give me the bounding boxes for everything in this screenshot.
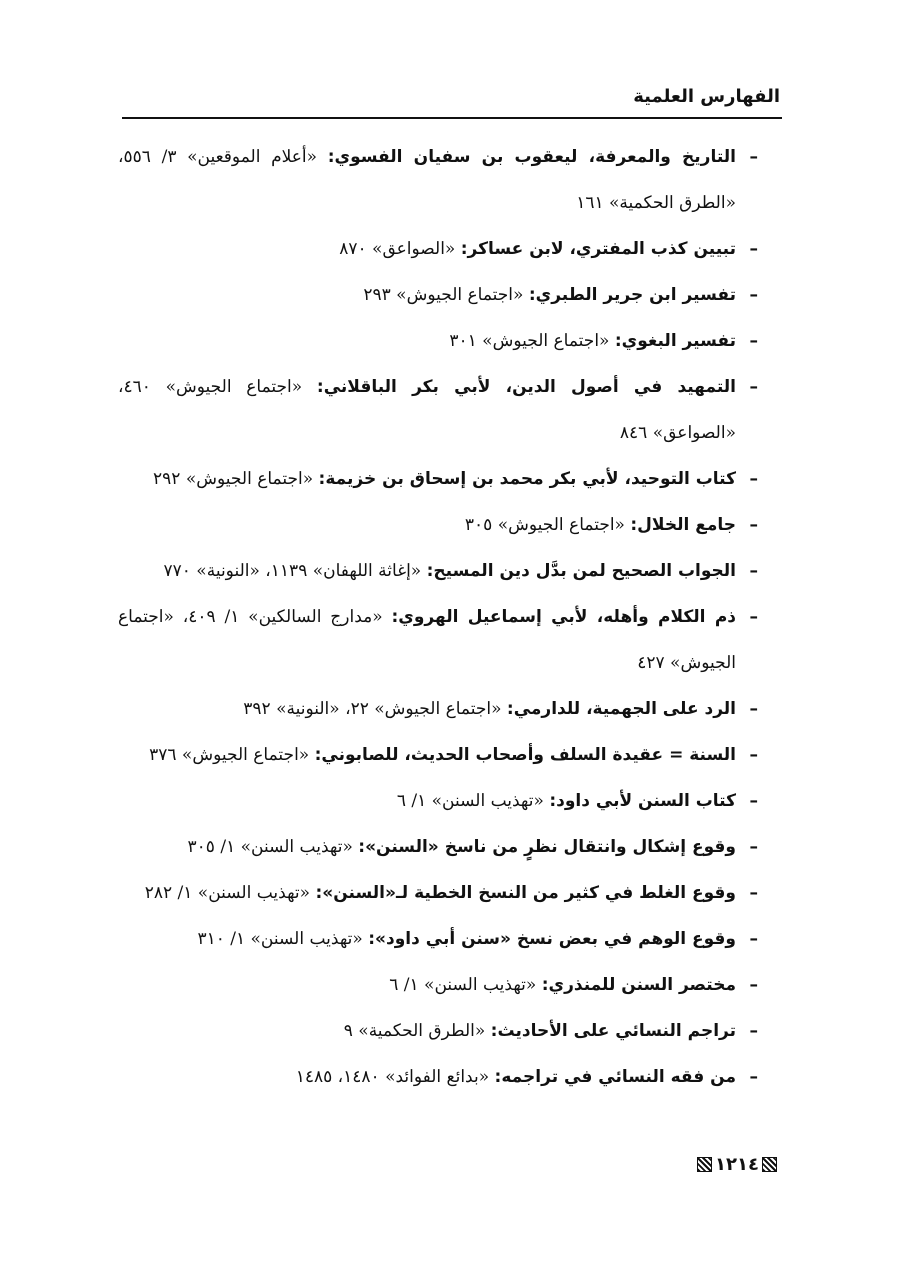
entry-reference: «اجتماع الجيوش» ٢٩٣ (363, 285, 524, 305)
index-entry (118, 134, 758, 226)
index-entry (118, 732, 758, 778)
index-entry (118, 962, 758, 1008)
dash-bullet: – (749, 699, 758, 719)
dash-bullet: – (749, 147, 758, 167)
ornament-square-right (762, 1157, 777, 1172)
entry-reference: «تهذيب السنن» ١/ ٣٠٥ (187, 837, 353, 857)
index-entry (118, 502, 758, 548)
dash-bullet: – (749, 975, 758, 995)
dash-bullet: – (749, 1067, 758, 1087)
entry-title: جامع الخلال: (630, 515, 736, 535)
index-entry (118, 456, 758, 502)
entry-title: تفسير ابن جرير الطبري: (528, 285, 736, 305)
entry-title: كتاب السنن لأبي داود: (549, 791, 736, 811)
index-entry (118, 686, 758, 732)
entry-reference: «اجتماع الجيوش» ٢٢، «النونية» ٣٩٢ (243, 699, 502, 719)
running-header: الفهارس العلمية (633, 86, 780, 107)
entry-reference: «تهذيب السنن» ١/ ٢٨٢ (144, 883, 311, 903)
dash-bullet: – (749, 837, 758, 857)
entry-title: السنة = عقيدة السلف وأصحاب الحديث، للصابوني: (314, 745, 736, 765)
entry-title: تبيين كذب المفتري، لابن عساكر: (460, 239, 736, 259)
entry-reference: «الطرق الحكمية» ٩ (343, 1021, 486, 1041)
entry-reference: «اجتماع الجيوش» ٣٠٥ (464, 515, 625, 535)
entry-reference: «تهذيب السنن» ١/ ٦ (389, 975, 537, 995)
entry-title: وقوع الوهم في بعض نسخ «سنن أبي داود»: (368, 929, 736, 949)
index-entry (118, 548, 758, 594)
ornament-square-left (697, 1157, 712, 1172)
entry-reference: «تهذيب السنن» ١/ ٦ (396, 791, 544, 811)
entry-title: الرد على الجهمية، للدارمي: (506, 699, 736, 719)
entry-title: من فقه النسائي في تراجمه: (494, 1067, 736, 1087)
entry-title: تفسير البغوي: (614, 331, 736, 351)
dash-bullet: – (749, 377, 758, 397)
entry-title: ذم الكلام وأهله، لأبي إسماعيل الهروي: (391, 607, 736, 627)
entry-reference: «اجتماع الجيوش» ٣٧٦ (149, 745, 310, 765)
entry-title: وقوع إشكال وانتقال نظرٍ من ناسخ «السنن»: (358, 837, 736, 857)
index-entry (118, 594, 758, 686)
header-rule (122, 117, 782, 119)
dash-bullet: – (749, 1021, 758, 1041)
dash-bullet: – (749, 331, 758, 351)
index-entry (118, 778, 758, 824)
dash-bullet: – (749, 607, 758, 627)
page-number-block (694, 1154, 780, 1175)
entry-reference: «أعلام الموقعين» ٣/ ٥٥٦، «الطرق الحكمية» ١٦١ (118, 147, 736, 213)
entry-reference: «بدائع الفوائد» ١٤٨٠، ١٤٨٥ (295, 1067, 490, 1087)
index-entry (118, 870, 758, 916)
entry-reference: «مدارج السالكين» ١/ ٤٠٩، «اجتماع الجيوش» ٤٢٧ (118, 607, 736, 673)
dash-bullet: – (749, 745, 758, 765)
dash-bullet: – (749, 515, 758, 535)
index-entry (118, 1054, 758, 1100)
index-entry (118, 364, 758, 456)
index-entry (118, 226, 758, 272)
entry-title: مختصر السنن للمنذري: (541, 975, 736, 995)
entry-title: تراجم النسائي على الأحاديث: (490, 1021, 736, 1041)
dash-bullet: – (749, 561, 758, 581)
index-entry-list (118, 134, 758, 1100)
index-entry (118, 1008, 758, 1054)
dash-bullet: – (749, 469, 758, 489)
entry-reference: «اجتماع الجيوش» ٢٩٢ (153, 469, 314, 489)
dash-bullet: – (749, 239, 758, 259)
index-entry (118, 916, 758, 962)
entry-title: الجواب الصحيح لمن بدَّل دين المسيح: (426, 561, 736, 581)
dash-bullet: – (749, 285, 758, 305)
entry-title: كتاب التوحيد، لأبي بكر محمد بن إسحاق بن خزيمة: (318, 469, 736, 489)
entry-title: التاريخ والمعرفة، ليعقوب بن سفيان الفسوي: (327, 147, 736, 167)
entry-reference: «اجتماع الجيوش» ٣٠١ (449, 331, 610, 351)
entry-reference: «الصواعق» ٨٧٠ (339, 239, 456, 259)
entry-title: وقوع الغلط في كثير من النسخ الخطية لـ«السنن»: (315, 883, 736, 903)
index-entry (118, 272, 758, 318)
dash-bullet: – (749, 929, 758, 949)
entry-title: التمهيد في أصول الدين، لأبي بكر الباقلاني: (316, 377, 736, 397)
dash-bullet: – (749, 791, 758, 811)
dash-bullet: – (749, 883, 758, 903)
page-number: ١٢١٤ (715, 1154, 759, 1175)
entry-reference: «إغاثة اللهفان» ١١٣٩، «النونية» ٧٧٠ (163, 561, 422, 581)
entry-reference: «اجتماع الجيوش» ٤٦٠، «الصواعق» ٨٤٦ (118, 377, 736, 443)
index-entry (118, 318, 758, 364)
entry-reference: «تهذيب السنن» ١/ ٣١٠ (197, 929, 363, 949)
index-entry (118, 824, 758, 870)
